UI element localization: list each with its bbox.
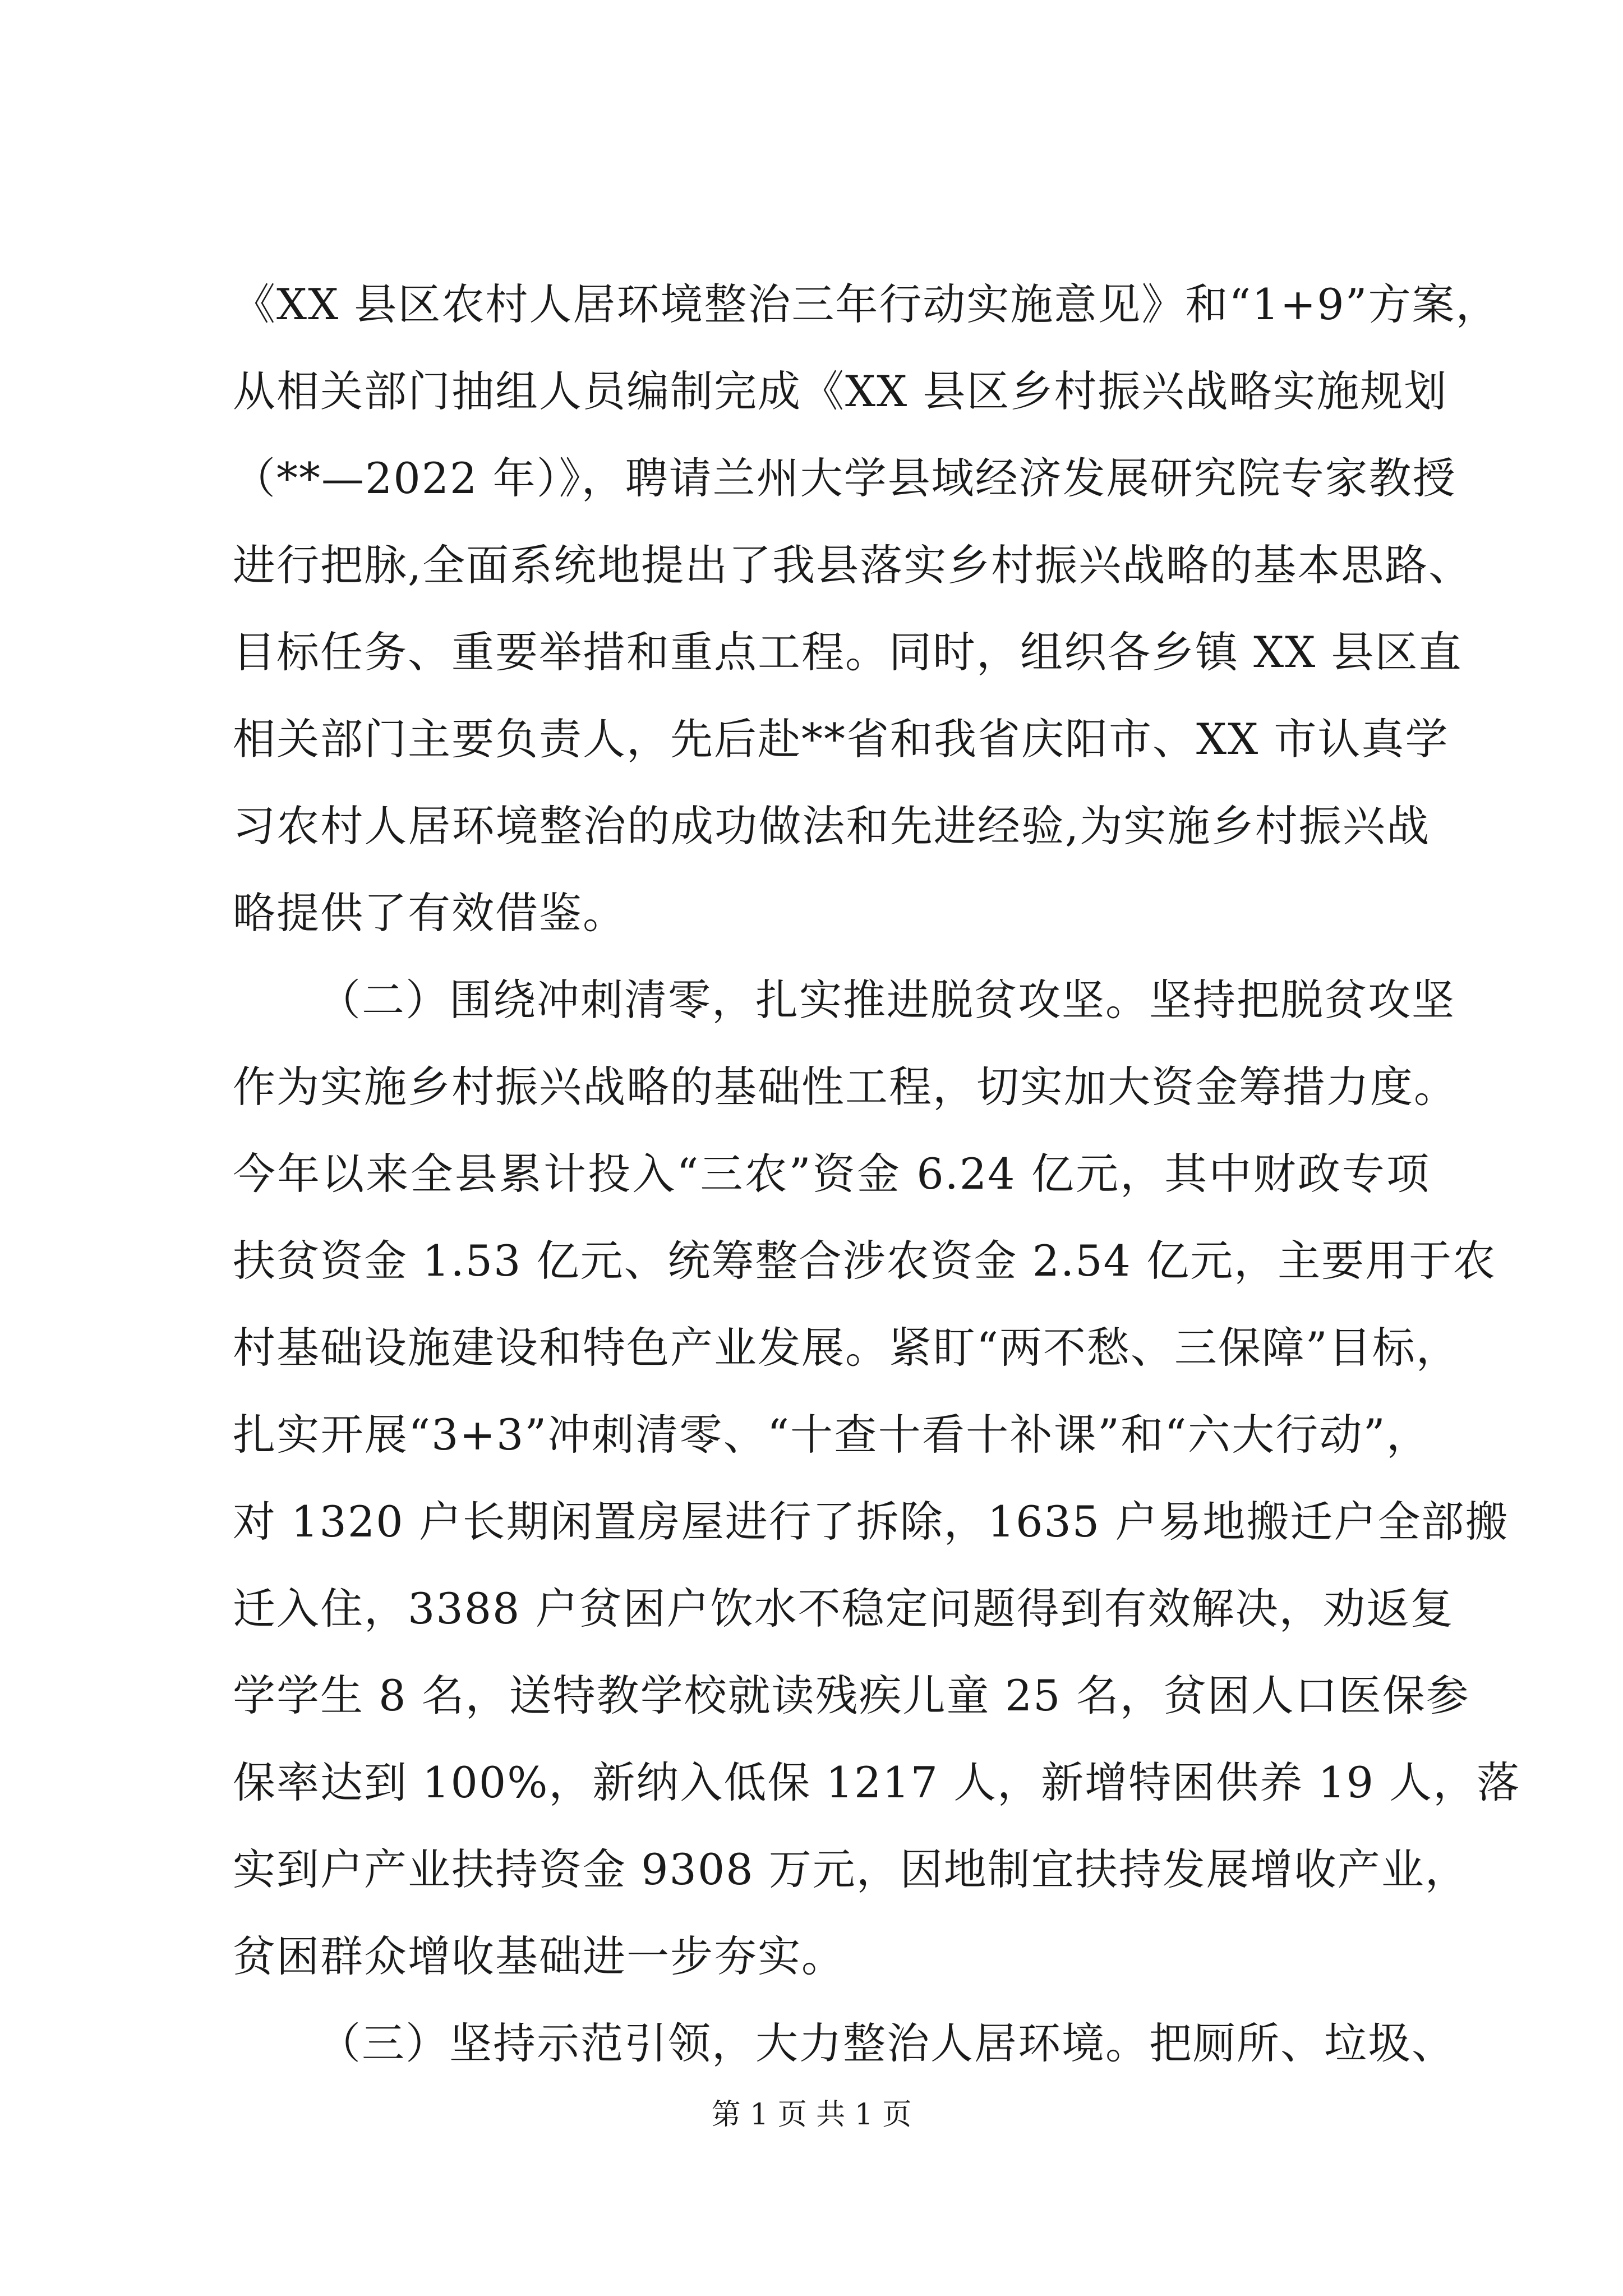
paragraph-line: 迁入住，3388 户贫困户饮水不稳定问题得到有效解决，劝返复: [233, 1584, 1454, 1634]
page-footer: 第 1 页 共 1 页: [711, 2098, 912, 2132]
paragraph-line: （二）围绕冲刺清零，扎实推进脱贫攻坚。坚持把脱贫攻坚: [318, 975, 1455, 1025]
document-body: [233, 261, 1521, 2087]
paragraph-line: 实到户产业扶持资金 9308 万元，因地制宜扶持发展增收产业，: [233, 1844, 1469, 1894]
paragraph-line: 从相关部门抽组人员编制完成《XX 县区乡村振兴战略实施规划: [233, 366, 1448, 416]
paragraph-line: 扎实开展“3+3”冲刺清零、“十查十看十补课”和“六大行动”，: [233, 1410, 1430, 1460]
paragraph-line: 相关部门主要负责人，先后赴**省和我省庆阳市、XX 市认真学: [233, 714, 1449, 764]
paragraph-1: [233, 261, 1500, 956]
paragraph-line: 贫困群众增收基础进一步夯实。: [233, 1931, 845, 1981]
paragraph-line: 略提供了有效借鉴。: [233, 888, 626, 938]
paragraph-3: [233, 2000, 1455, 2087]
paragraph-line: 保率达到 100%，新纳入低保 1217 人，新增特困供养 19 人，落: [233, 1757, 1521, 1807]
paragraph-line: 对 1320 户长期闲置房屋进行了拆除，1635 户易地搬迁户全部搬: [233, 1497, 1509, 1547]
paragraph-line: 进行把脉,全面系统地提出了我县落实乡村振兴战略的基本思路、: [233, 540, 1473, 590]
paragraph-line: 村基础设施建设和特色产业发展。紧盯“两不愁、三保障”目标，: [233, 1323, 1460, 1373]
paragraph-line: 《XX 县区农村人居环境整治三年行动实施意见》和“1+9”方案，: [233, 279, 1500, 329]
paragraph-line: 习农村人居环境整治的成功做法和先进经验,为实施乡村振兴战: [233, 801, 1430, 851]
paragraph-line: 目标任务、重要举措和重点工程。同时，组织各乡镇 XX 县区直: [233, 627, 1463, 677]
paragraph-line: 作为实施乡村振兴战略的基础性工程，切实加大资金筹措力度。: [233, 1062, 1458, 1112]
paragraph-line: 今年以来全县累计投入“三农”资金 6.24 亿元，其中财政专项: [233, 1149, 1430, 1199]
paragraph-line: （三）坚持示范引领，大力整治人居环境。把厕所、垃圾、: [318, 2018, 1455, 2068]
paragraph-2: [233, 956, 1521, 2000]
paragraph-line: （**—2022 年）》，聘请兰州大学县域经济发展研究院专家教授: [233, 453, 1456, 503]
paragraph-line: 学学生 8 名，送特教学校就读残疾儿童 25 名，贫困人口医保参: [233, 1671, 1470, 1720]
paragraph-line: 扶贫资金 1.53 亿元、统筹整合涉农资金 2.54 亿元，主要用于农: [233, 1236, 1497, 1286]
